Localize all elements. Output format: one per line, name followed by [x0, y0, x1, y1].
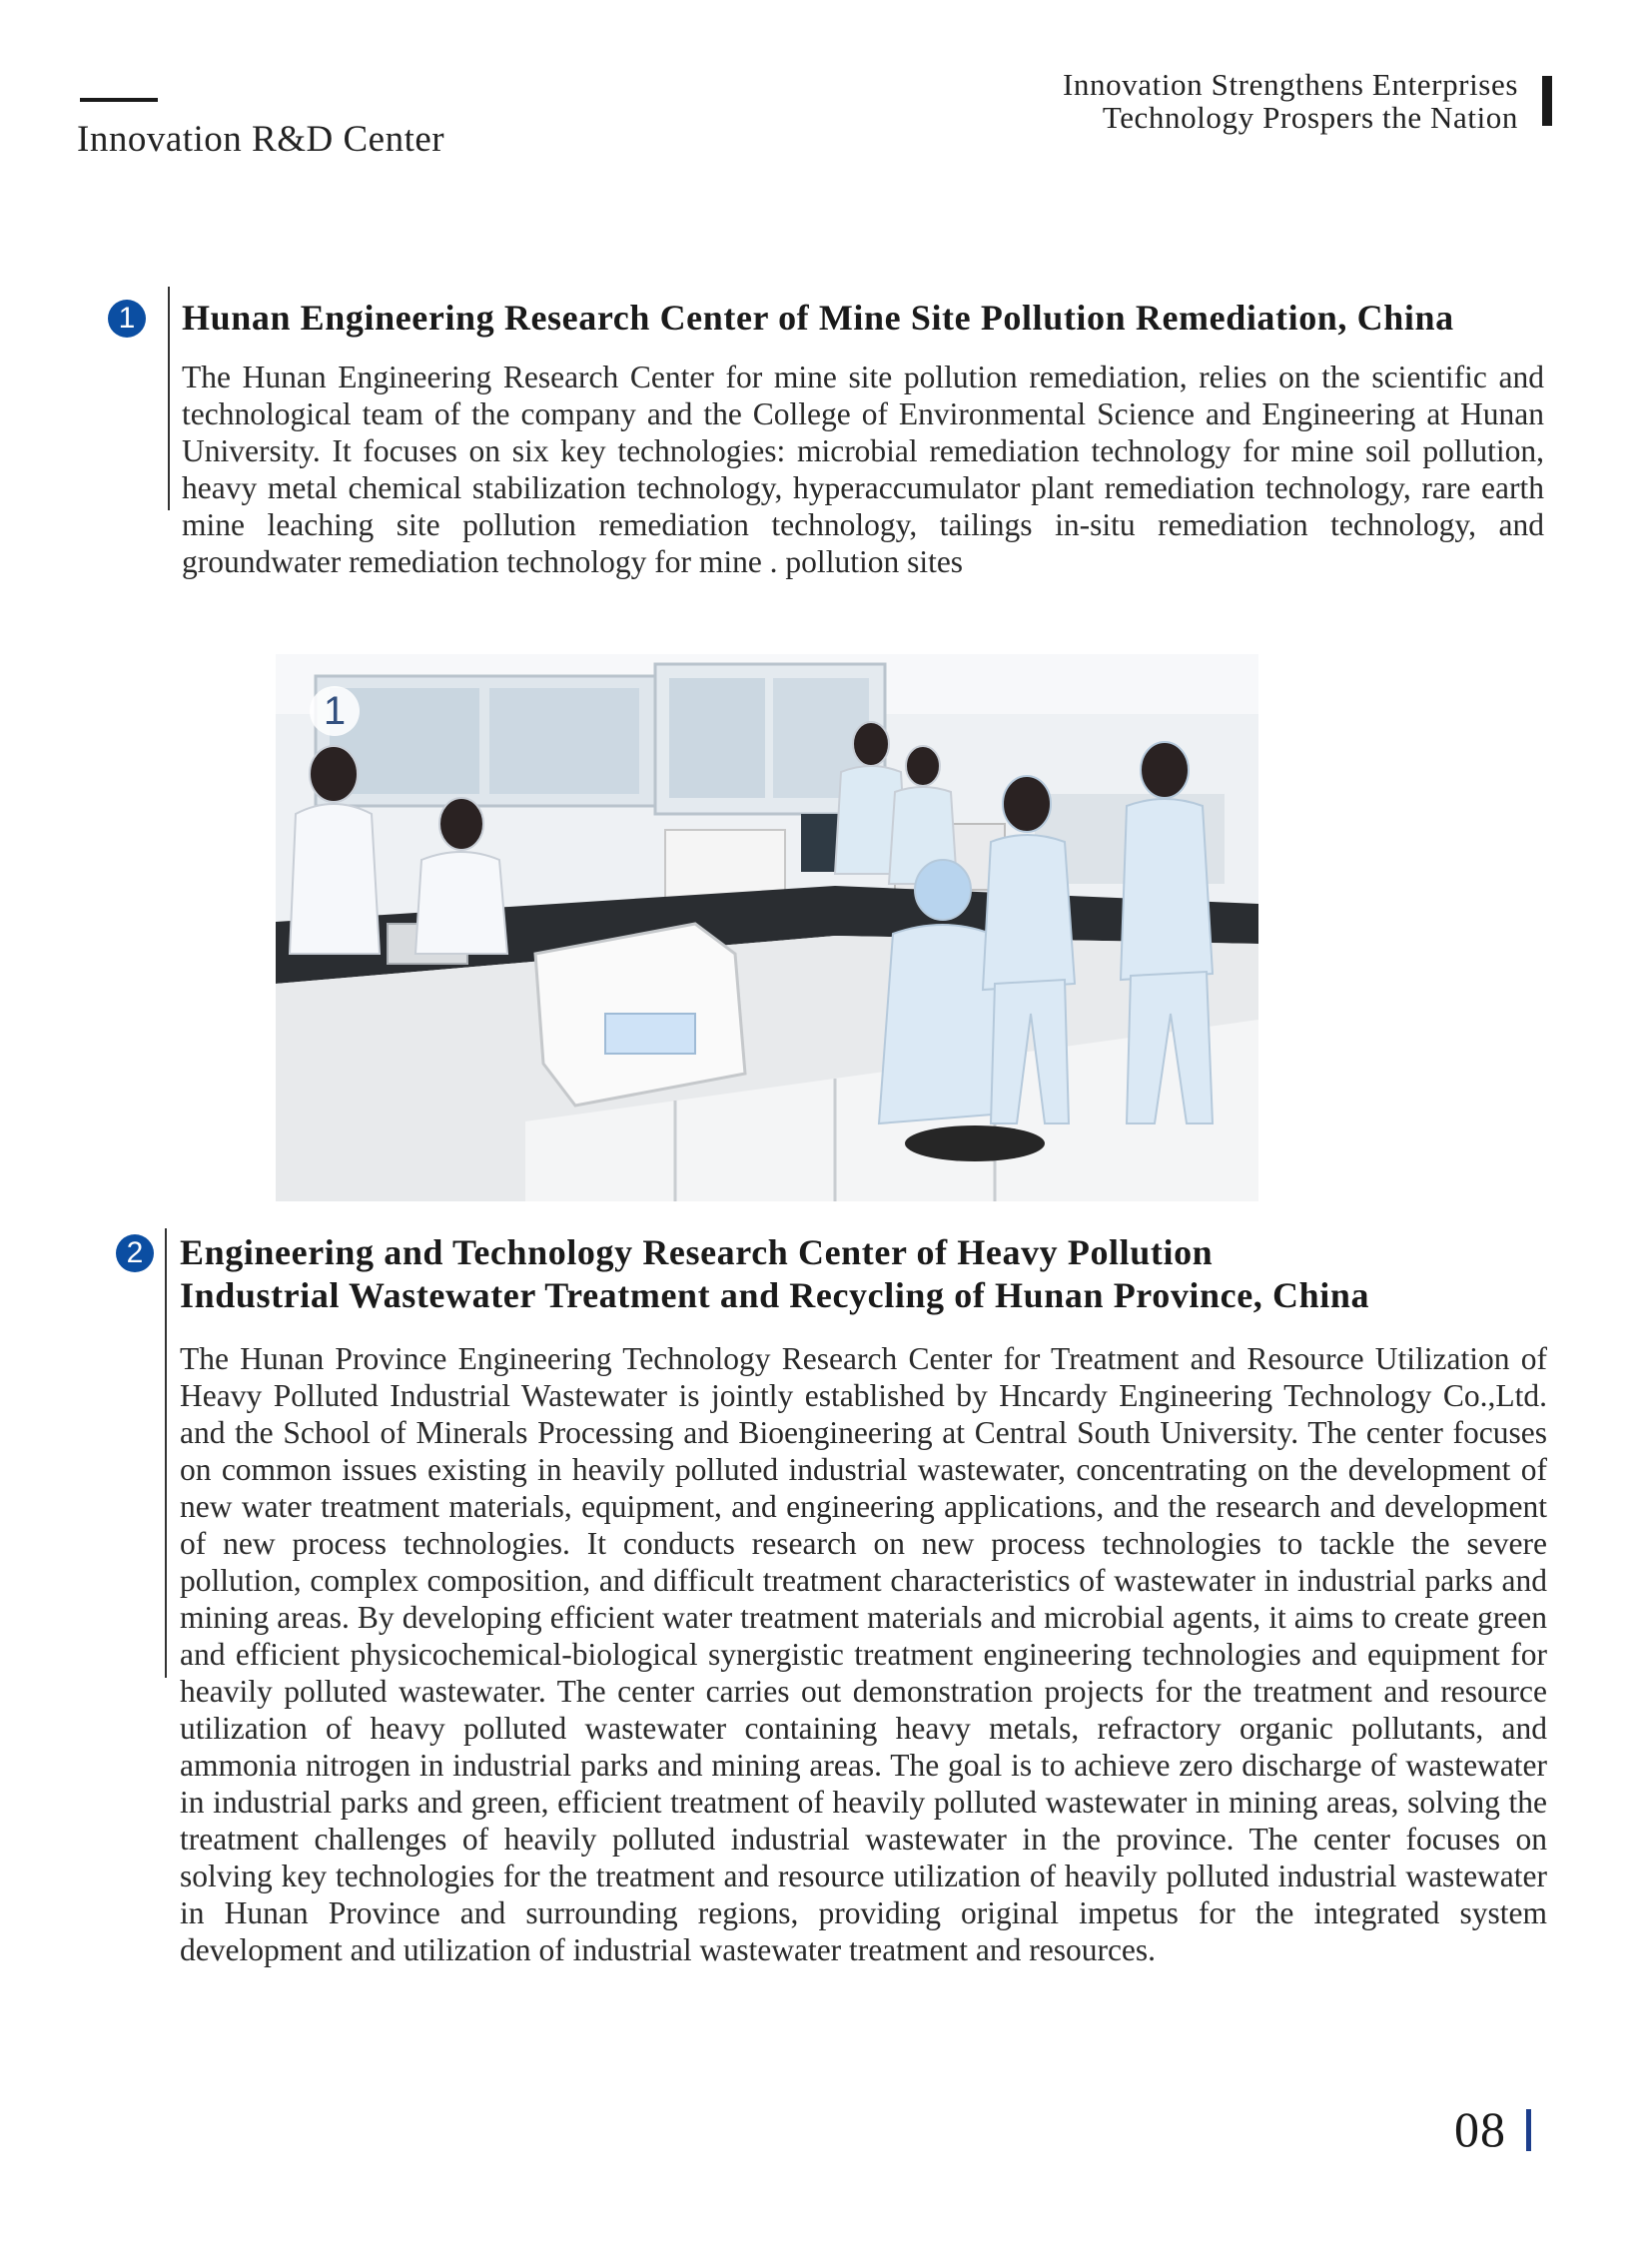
item-2-title-line-1: Engineering and Technology Research Center of Heavy Pollution: [180, 1232, 1214, 1272]
item-1-body: The Hunan Engineering Research Center for mine site pollution remediation, relies on the scientific and technological team of the company and the College of Environmental Science and Engineering at Hunan University. It focuses on six key technologies: microbial remediation technology for mine soil pollution, heavy metal chemical stabilization technology, hyperaccumulator plant remediation technology, rare earth mine leaching site pollution remediation technology, tailings in-situ remediation technology, and groundwater remediation technology for mine . pollution sites: [182, 360, 1544, 579]
item-2-divider: [165, 1228, 167, 1678]
section-title: Innovation R&D Center: [77, 119, 445, 160]
laboratory-photo: [276, 654, 1258, 1201]
item-1-number-badge: 1: [108, 300, 146, 338]
page-number-bar: [1526, 2109, 1531, 2151]
item-1-title: Hunan Engineering Research Center of Mine Site Pollution Remediation, China: [182, 298, 1454, 338]
item-2-body: The Hunan Province Engineering Technology Research Center for Treatment and Resource Utilization of Heavy Polluted Industrial Wastewater is jointly established by Hncardy Engineering Technology Co.,Ltd. and the School of Minerals Processing and Bioengineering at Central South University. The center focuses on common issues existing in heavily polluted industrial wastewater, concentrating on the development of new water treatment materials, equipment, and engineering applications, and the research and development of new process technologies. It conducts research on new process technologies to tackle the severe pollution, complex composition, and difficult treatment characteristics of wastewater in industrial parks and mining areas. By developing efficient water treatment materials and microbial agents, it aims to create green and efficient physicochemical-biological synergistic treatment engineering technologies and equipment for heavily polluted wastewater. The center carries out demonstration projects for the treatment and resource utilization of heavy polluted wastewater containing heavy metals, refractory organic pollutants, and ammonia nitrogen in industrial parks and mining areas. The goal is to achieve zero discharge of wastewater in industrial parks and green, efficient treatment of heavily polluted wastewater in mining areas, solving the treatment challenges of heavily polluted industrial wastewater in the province. The center focuses on solving key technologies for the treatment and resource utilization of heavily polluted industrial wastewater in Hunan Province and surrounding regions, providing original impetus for the integrated system development and utilization of industrial wastewater treatment and resources.: [180, 1341, 1547, 1967]
item-2-number-badge: 2: [116, 1234, 154, 1272]
item-2-title-line-2: Industrial Wastewater Treatment and Recycling of Hunan Province, China: [180, 1275, 1370, 1315]
slogan: [1063, 68, 1518, 134]
header-rule: [80, 98, 158, 102]
photo-number-label: 1: [310, 686, 360, 736]
page-number: 08: [1454, 2101, 1506, 2157]
slogan-line-2: Technology Prospers the Nation: [1102, 100, 1518, 135]
slogan-line-1: Innovation Strengthens Enterprises: [1062, 67, 1518, 102]
laboratory-illustration: [276, 654, 1258, 1201]
item-1-divider: [168, 287, 170, 510]
slogan-bar: [1542, 76, 1552, 126]
